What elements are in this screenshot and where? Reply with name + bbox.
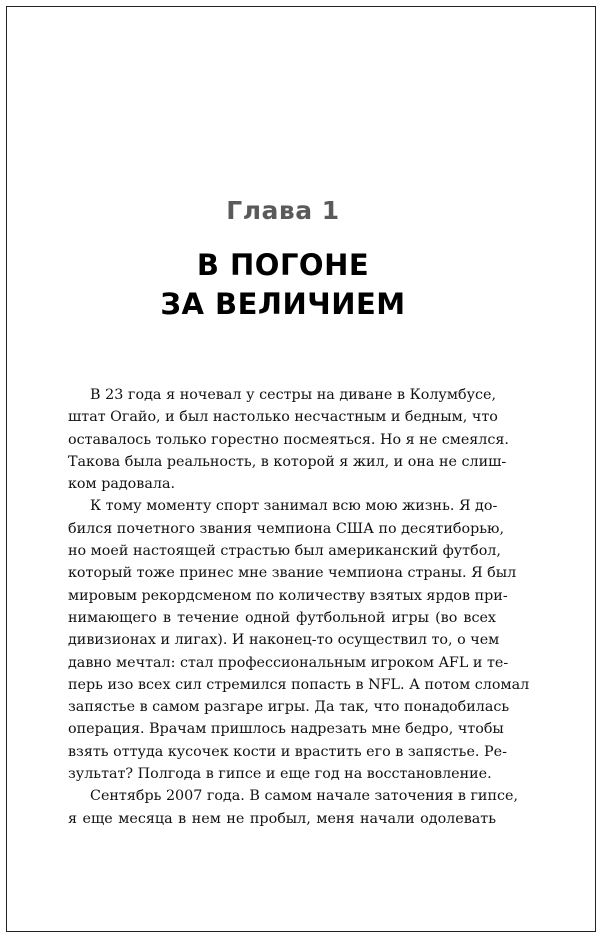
body-text: [68, 384, 530, 830]
text-line: нимающего в течение одной футбольной игры (во всех: [68, 609, 496, 626]
text-line: взять оттуда кусочек кости и врастить его в запястье. Ре-: [68, 743, 507, 760]
text-line: операция. Врачам пришлось надрезать мне бедро, чтобы: [68, 721, 504, 738]
text-line: перь изо всех сил стремился попасть в NFL. А потом сломал: [68, 676, 530, 693]
text-line: мировым рекордсменом по количеству взятых ярдов при-: [68, 587, 508, 604]
text-line: Такова была реальность, в которой я жил, и она не слиш-: [68, 453, 507, 470]
chapter-title: [0, 246, 566, 324]
text-line: В 23 года я ночевал у сестры на диване в Колумбусе,: [90, 387, 496, 403]
text-line: зультат? Полгода в гипсе и еще год на восстановление.: [68, 766, 492, 783]
text-line: К тому моменту спорт занимал всю мою жизнь. Я до-: [90, 498, 498, 515]
chapter-title-line: ЗА ВЕЛИЧИЕМ: [160, 287, 406, 321]
text-line: я еще месяца в нем не пробыл, меня начали одолевать: [68, 810, 496, 827]
text-line: запястье в самом разгаре игры. Да так, что понадобилась: [68, 699, 510, 716]
text-line: Сентябрь 2007 года. В самом начале заточения в гипсе,: [90, 788, 519, 805]
text-line: дивизионах и лигах). И наконец-то осуществил то, о чем: [68, 632, 500, 649]
text-line: ком радовала.: [68, 476, 176, 493]
chapter-label: Глава 1: [226, 196, 340, 225]
text-line: бился почетного звания чемпиона США по десятиборью,: [68, 520, 504, 537]
chapter-title-line: В ПОГОНЕ: [196, 248, 370, 282]
text-line: оставалось только горестно посмеяться. Но я не смеялся.: [68, 431, 509, 448]
text-line: штат Огайо, и был настолько несчастным и бедным, что: [68, 409, 498, 426]
text-line: но моей настоящей страстью был американский футбол,: [68, 543, 501, 560]
text-line: давно мечтал: стал профессиональным игроком AFL и те-: [68, 654, 509, 671]
text-line: который тоже принес мне звание чемпиона страны. Я был: [68, 565, 517, 582]
